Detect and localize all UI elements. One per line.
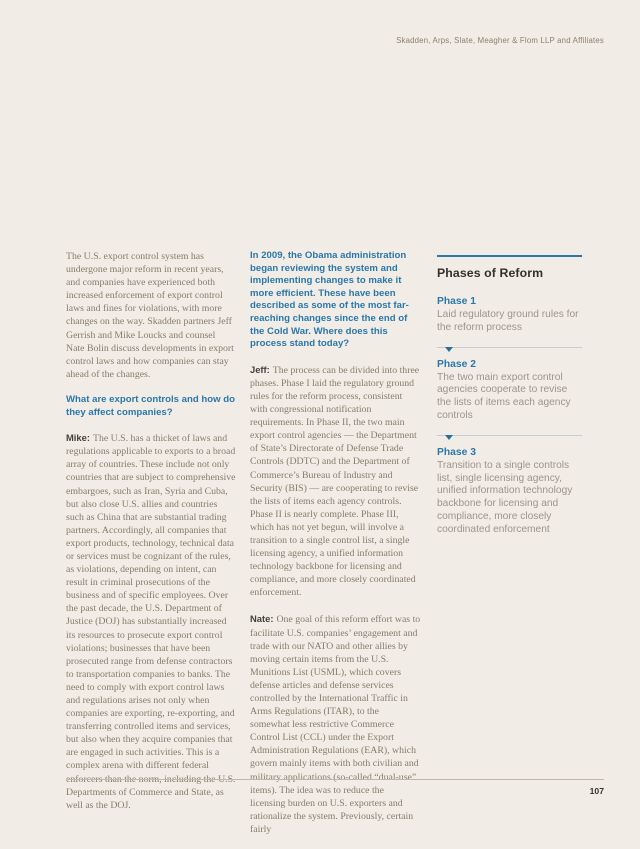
page-number: 107: [589, 786, 604, 796]
column-left: [66, 250, 236, 849]
phase-2-label: Phase 2: [437, 358, 476, 370]
footer-rule: [66, 779, 604, 780]
arrow-down-icon: [445, 435, 453, 440]
sidebar-phases-of-reform: [437, 250, 582, 849]
answer-2-paragraph: [250, 363, 421, 600]
sidebar-title: Phases of Reform: [437, 266, 544, 280]
answer-2-text: The process can be divided into three phases. Phase I laid the regulatory ground rules for the reform process, consistent with congressional notification requirements. In Phase II, the two main export control agencies — the Department of State’s Directorate of Defense Trade Controls (DDTC) and the Department of Commerce’s Bureau of Industry and Security (BIS) — are cooperating to revise the lists of items each agency controls. Phase II is nearly complete. Phase III, which has not yet begun, will involve a transition to a single control list, a single licensing agency, a unified information technology backbone for licensing and compliance, and more closely coordinated enforcement.: [250, 364, 420, 599]
phase-2-block: [437, 359, 582, 423]
phase-1-block: [437, 296, 582, 335]
answer-3-paragraph: [250, 612, 421, 836]
phase-divider: [437, 435, 582, 436]
speaker-label-mike: Mike:: [66, 432, 90, 444]
phase-3-block: [437, 447, 582, 537]
phase-1-label: Phase 1: [437, 296, 476, 307]
answer-1-paragraph: [66, 431, 236, 812]
phase-1-description: Laid regulatory ground rules for the reform process: [437, 309, 579, 333]
article-content: [66, 250, 582, 849]
speaker-label-jeff: Jeff:: [250, 363, 270, 375]
speaker-label-nate: Nate:: [250, 613, 274, 625]
answer-3-text: One goal of this reform effort was to facilitate U.S. companies’ engagement and trade with our NATO and other allies by moving certain items from the U.S. Munitions List (USML), which covers defense articles and defense services controlled by the International Traffic in Arms Regulations (ITAR), to the somewhat less restrictive Commerce Control List (CCL) under the Export Administration Regulations (EAR), which govern mainly items with both civilian and military applications (so-called “dual-use” items). The idea was to reduce the licensing burden on U.S. exporters and rationalize the system. Previously, certain fairly: [250, 614, 421, 835]
phase-3-description: Transition to a single controls list, single licensing agency, unified information technology backbone for licensing and compliance, more closely coordinated enforcement: [437, 459, 573, 535]
arrow-down-icon: [445, 347, 453, 352]
question-1: What are export controls and how do they affect companies?: [66, 393, 235, 418]
phase-divider: [437, 347, 582, 348]
header-firm-name: Skadden, Arps, Slate, Meagher & Flom LLP and Affiliates: [396, 36, 604, 45]
intro-paragraph: The U.S. export control system has undergone major reform in recent years, and companies have experienced both increased enforcement of export control laws and fines for violations, with more changes on the way. Skadden partners Jeff Gerrish and Mike Loucks and counsel Nate Bolin discuss developments in export control laws and how companies can stay ahead of the changes.: [66, 251, 234, 380]
phase-3-label: Phase 3: [437, 446, 476, 458]
question-2: In 2009, the Obama administration began reviewing the system and implementing changes to make it more efficient. These have been described as some of the most far-reaching changes since the end of the Cold War. Where does this process stand today?: [250, 250, 409, 350]
answer-1-text: The U.S. has a thicket of laws and regulations applicable to exports to a broad array of countries. These include not only countries that are subject to comprehensive embargoes, such as Iran, Syria and Cuba, but also close U.S. allies and countries such as China that are substantial trading partners. Accordingly, all companies that export products, technology, technical data or services must be cognizant of the rules, as violations, depending on intent, can result in criminal prosecutions of the business and of specific employees. Over the past decade, the U.S. Department of Justice (DOJ) has substantially increased its resources to prosecute export control violations; businesses that have been prosecuted range from defense contractors to transportation companies to banks. The need to comply with export control laws and regulations arises not only when companies are exporting, re-exporting, and transferring controlled items and services, but also when they acquire companies that are engaged in such activities. This is a complex arena with different federal enforcers than the norm, including the U.S. Departments of Commerce and State, as well as the DOJ.: [66, 433, 236, 811]
phase-2-description: The two main export control agencies cooperate to revise the lists of items each agency controls: [437, 371, 571, 421]
sidebar-accent-bar: [437, 255, 582, 257]
column-middle: [250, 250, 421, 849]
